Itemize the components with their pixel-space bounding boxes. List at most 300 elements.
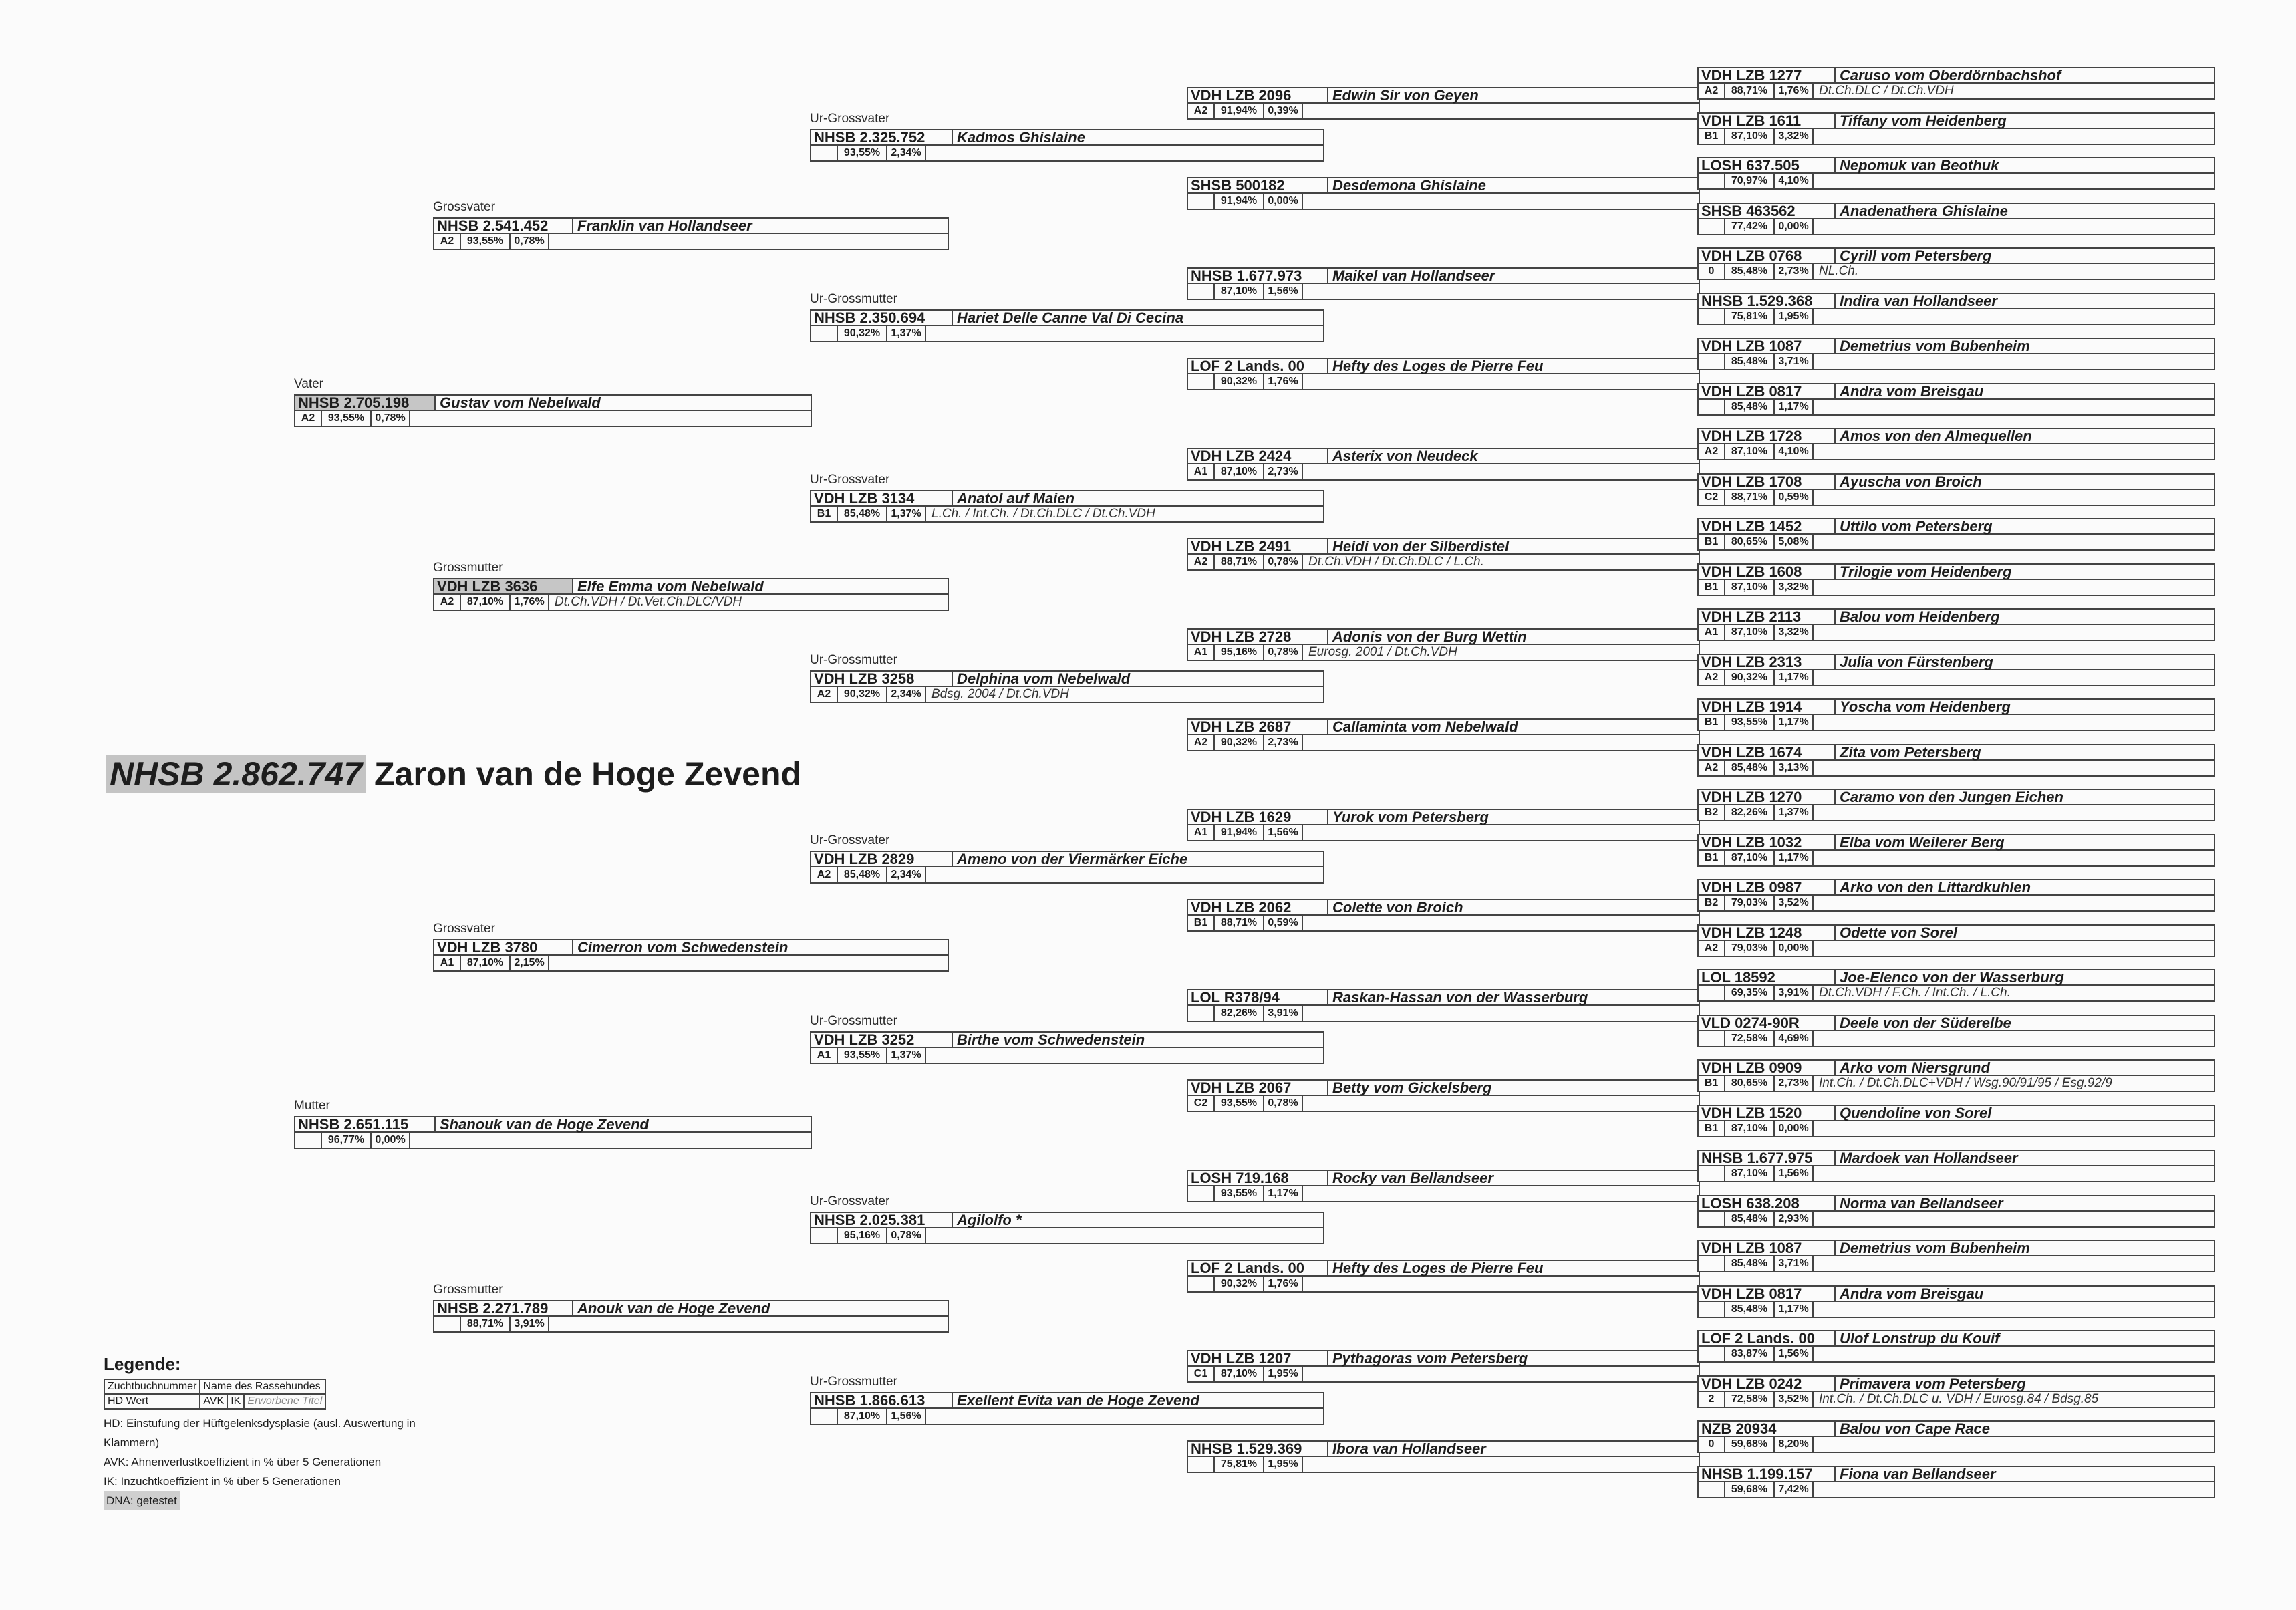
dog-registration: NHSB 2.271.789: [434, 1301, 573, 1315]
ik-value: 3,13%: [1775, 761, 1814, 775]
dog-titles: [1303, 1277, 1314, 1291]
hd-value: B1: [1699, 1121, 1725, 1136]
dog-titles: [549, 1317, 560, 1331]
ancestor-role-label: Mutter: [294, 1099, 330, 1113]
dog-name: Delphina vom Nebelwald: [957, 670, 1131, 687]
hd-value: [1699, 309, 1725, 324]
dog-name: Andra vom Breisgau: [1840, 1285, 1984, 1302]
dog-name: Anouk van de Hoge Zevend: [577, 1300, 770, 1317]
pedigree-entry: [1187, 1260, 1700, 1295]
pedigree-entry: [1697, 1330, 2215, 1365]
pedigree-entry: [1697, 879, 2215, 914]
hd-value: [1188, 374, 1215, 389]
dog-titles: [1814, 1437, 1824, 1452]
pedigree-entry: [433, 561, 949, 613]
dog-registration: VDH LZB 3636: [434, 579, 573, 593]
avk-value: 59,68%: [1725, 1482, 1775, 1497]
legend-cell-avk: AVK: [200, 1394, 227, 1409]
hd-value: [811, 1228, 838, 1243]
hd-value: A2: [1699, 941, 1725, 956]
dog-titles: [926, 1228, 937, 1243]
ik-value: 1,37%: [887, 1048, 926, 1063]
pedigree-entry: [1697, 203, 2215, 237]
avk-value: 69,35%: [1725, 986, 1775, 1000]
avk-value: 85,48%: [1725, 354, 1775, 369]
ik-value: 1,17%: [1264, 1186, 1303, 1201]
dog-registration: LOL R378/94: [1188, 990, 1328, 1004]
dog-name: Norma van Bellandseer: [1840, 1195, 2003, 1212]
avk-value: 93,55%: [1215, 1096, 1264, 1111]
dog-titles: [926, 146, 937, 160]
hd-value: A1: [1188, 464, 1215, 479]
ancestor-role-label: Ur-Grossmutter: [810, 1014, 897, 1028]
dog-registration: VDH LZB 1674: [1699, 745, 1836, 759]
dog-registration: VDH LZB 1708: [1699, 475, 1836, 489]
dog-registration: LOF 2 Lands. 00: [1188, 359, 1328, 373]
ik-value: 3,91%: [511, 1317, 549, 1331]
ik-value: 1,17%: [1775, 715, 1814, 730]
dog-titles: [1814, 625, 1824, 640]
pedigree-entry: [1187, 1440, 1700, 1475]
avk-value: 83,87%: [1725, 1347, 1775, 1361]
dog-name: Uttilo vom Petersberg: [1840, 518, 1993, 535]
pedigree-entry: [1697, 969, 2215, 1004]
avk-value: 79,03%: [1725, 941, 1775, 956]
ik-value: 1,17%: [1775, 851, 1814, 865]
pedigree-entry: [1187, 538, 1700, 573]
avk-value: 80,65%: [1725, 535, 1775, 549]
hd-value: A2: [811, 867, 838, 882]
dog-registration: VDH LZB 1207: [1188, 1351, 1328, 1365]
dog-registration: NZB 20934: [1699, 1422, 1836, 1436]
dog-name: Yurok vom Petersberg: [1332, 809, 1489, 825]
hd-value: A1: [1699, 625, 1725, 640]
dog-registration: LOF 2 Lands. 00: [1699, 1331, 1836, 1345]
avk-value: 75,81%: [1215, 1457, 1264, 1472]
avk-value: 87,10%: [1725, 851, 1775, 865]
legend-avk-text: AVK: Ahnenverlustkoeffizient in % über 5 Generationen: [104, 1456, 382, 1468]
dog-titles: [1303, 1186, 1314, 1201]
ik-value: 0,78%: [511, 234, 549, 249]
pedigree-entry: [1697, 1466, 2215, 1500]
avk-value: 90,32%: [1215, 735, 1264, 750]
dog-titles: [1303, 916, 1314, 930]
avk-value: 93,55%: [461, 234, 511, 249]
ik-value: 3,71%: [1775, 354, 1814, 369]
hd-value: A2: [1188, 555, 1215, 569]
avk-value: 87,10%: [461, 595, 511, 610]
dog-name: Deele von der Süderelbe: [1840, 1015, 2011, 1031]
avk-value: 87,10%: [1725, 625, 1775, 640]
ik-value: 2,93%: [1775, 1212, 1814, 1226]
pedigree-entry: [433, 922, 949, 974]
pedigree-entry: [1187, 1170, 1700, 1204]
avk-value: 88,71%: [1725, 84, 1775, 98]
ancestor-role-label: Ur-Grossvater: [810, 833, 890, 847]
hd-value: 0: [1699, 264, 1725, 279]
avk-value: 72,58%: [1725, 1392, 1775, 1407]
dog-name: Amos von den Almequellen: [1840, 428, 2032, 444]
ik-value: 0,00%: [1775, 941, 1814, 956]
pedigree-entry: [1187, 1079, 1700, 1114]
hd-value: A1: [434, 956, 461, 970]
ik-value: 0,59%: [1775, 490, 1814, 505]
pedigree-entry: [810, 653, 1324, 705]
dog-registration: VDH LZB 2728: [1188, 630, 1328, 644]
avk-value: 87,10%: [461, 956, 511, 970]
ik-value: 2,34%: [887, 146, 926, 160]
hd-value: [1188, 1186, 1215, 1201]
hd-value: [1699, 1256, 1725, 1271]
hd-value: [1699, 986, 1725, 1000]
ik-value: 1,56%: [1264, 284, 1303, 299]
dog-titles: [410, 411, 421, 426]
dog-titles: [1303, 1006, 1314, 1021]
hd-value: A2: [811, 687, 838, 702]
dog-name: Shanouk van de Hoge Zevend: [440, 1116, 649, 1133]
dog-registration: VDH LZB 2829: [811, 852, 953, 866]
pedigree-entry: [433, 200, 949, 252]
dog-registration: VDH LZB 1611: [1699, 114, 1836, 128]
dog-titles: [1303, 735, 1314, 750]
pedigree-entry: [1697, 1059, 2215, 1094]
dog-registration: VDH LZB 1087: [1699, 1241, 1836, 1255]
hd-value: [1699, 1302, 1725, 1317]
hd-value: B1: [1699, 715, 1725, 730]
dog-registration: NHSB 1.866.613: [811, 1393, 953, 1407]
dog-registration: LOL 18592: [1699, 970, 1836, 984]
main-dog-registration: NHSB 2.862.747: [106, 755, 366, 793]
dog-name: Mardoek van Hollandseer: [1840, 1150, 2018, 1166]
dog-name: Rocky van Bellandseer: [1332, 1170, 1493, 1186]
dog-titles: [1814, 174, 1824, 188]
dog-registration: LOF 2 Lands. 00: [1188, 1261, 1328, 1275]
pedigree-entry: [1697, 563, 2215, 598]
hd-value: A2: [295, 411, 322, 426]
dog-titles: L.Ch. / Int.Ch. / Dt.Ch.DLC / Dt.Ch.VDH: [931, 507, 1155, 521]
dog-registration: NHSB 1.529.368: [1699, 294, 1836, 308]
avk-value: 93,55%: [838, 1048, 887, 1063]
dog-registration: VDH LZB 3134: [811, 491, 953, 505]
hd-value: [811, 1409, 838, 1424]
pedigree-entry: [1187, 809, 1700, 843]
dog-registration: VDH LZB 1520: [1699, 1106, 1836, 1120]
pedigree-entry: [1697, 654, 2215, 688]
pedigree-entry: [1187, 1350, 1700, 1385]
dog-titles: [1814, 1482, 1824, 1497]
hd-value: B2: [1699, 896, 1725, 910]
avk-value: 88,71%: [461, 1317, 511, 1331]
pedigree-entry: [1187, 628, 1700, 663]
ik-value: 3,91%: [1264, 1006, 1303, 1021]
dog-registration: NHSB 2.025.381: [811, 1213, 953, 1227]
avk-value: 85,48%: [1725, 264, 1775, 279]
pedigree-entry: [1697, 789, 2215, 823]
dog-name: Balou von Cape Race: [1840, 1420, 1990, 1437]
hd-value: B1: [1699, 1076, 1725, 1091]
pedigree-entry: [1697, 383, 2215, 418]
legend-dna-text: DNA: getestet: [104, 1491, 180, 1510]
dog-titles: [1814, 941, 1824, 956]
hd-value: [1699, 1482, 1725, 1497]
dog-name: Adonis von der Burg Wettin: [1332, 628, 1527, 645]
dog-registration: VDH LZB 0817: [1699, 1287, 1836, 1301]
hd-value: [1188, 1006, 1215, 1021]
pedigree-entry: [1697, 67, 2215, 102]
dog-registration: VDH LZB 2113: [1699, 610, 1836, 624]
legend-hd-text: HD: Einstufung der Hüftgelenksdysplasie (ausl. Auswertung in Klammern): [104, 1417, 416, 1449]
avk-value: 85,48%: [1725, 400, 1775, 414]
hd-value: [1188, 1457, 1215, 1472]
hd-value: 0: [1699, 1437, 1725, 1452]
dog-registration: VDH LZB 0909: [1699, 1061, 1836, 1075]
ancestor-role-label: Grossmutter: [433, 561, 503, 575]
ik-value: 2,73%: [1264, 464, 1303, 479]
pedigree-entry: [810, 1194, 1324, 1246]
dog-titles: [1814, 580, 1824, 595]
dog-registration: VDH LZB 0987: [1699, 880, 1836, 894]
ik-value: 0,78%: [887, 1228, 926, 1243]
ik-value: 0,78%: [1264, 555, 1303, 569]
dog-titles: [1814, 1031, 1824, 1046]
dog-titles: [1303, 1367, 1314, 1381]
dog-titles: Int.Ch. / Dt.Ch.DLC+VDH / Wsg.90/91/95 / Esg.92/9: [1819, 1076, 2112, 1090]
dog-registration: VDH LZB 1032: [1699, 835, 1836, 849]
avk-value: 93,55%: [838, 146, 887, 160]
dog-name: Indira van Hollandseer: [1840, 293, 1997, 309]
avk-value: 87,10%: [1725, 129, 1775, 144]
main-dog-header: [106, 754, 801, 794]
hd-value: [1699, 1212, 1725, 1226]
ik-value: 1,56%: [1775, 1166, 1814, 1181]
ik-value: 0,00%: [1775, 219, 1814, 234]
avk-value: 85,48%: [1725, 1302, 1775, 1317]
pedigree-entry: [810, 473, 1324, 525]
ancestor-role-label: Vater: [294, 377, 324, 391]
hd-value: [1699, 400, 1725, 414]
dog-name: Primavera vom Petersberg: [1840, 1375, 2026, 1392]
dog-name: Demetrius vom Bubenheim: [1840, 1240, 2030, 1256]
legend-heading: Legende:: [104, 1354, 181, 1374]
ik-value: 1,95%: [1264, 1367, 1303, 1381]
pedigree-entry: [1187, 267, 1700, 302]
ancestor-role-label: Ur-Grossvater: [810, 112, 890, 126]
avk-value: 87,10%: [838, 1409, 887, 1424]
dog-titles: [1303, 1096, 1314, 1111]
dog-titles: [1814, 896, 1824, 910]
avk-value: 90,32%: [1725, 670, 1775, 685]
dog-name: Anadenathera Ghislaine: [1840, 203, 2008, 219]
dog-registration: VDH LZB 1452: [1699, 519, 1836, 533]
pedigree-entry: [1697, 1015, 2215, 1049]
ik-value: 2,34%: [887, 867, 926, 882]
avk-value: 96,77%: [322, 1133, 372, 1148]
hd-value: [1188, 284, 1215, 299]
dog-registration: VDH LZB 1087: [1699, 339, 1836, 353]
legend-cell-titles: Erworbene Titel: [244, 1394, 325, 1409]
dog-titles: [1814, 1121, 1824, 1136]
dog-registration: VLD 0274-90R: [1699, 1016, 1836, 1030]
dog-registration: VDH LZB 2424: [1188, 449, 1328, 463]
hd-value: [811, 146, 838, 160]
ik-value: 4,10%: [1775, 444, 1814, 459]
hd-value: B2: [1699, 805, 1725, 820]
dog-name: Pythagoras vom Petersberg: [1332, 1350, 1528, 1367]
ik-value: 0,78%: [1264, 1096, 1303, 1111]
dog-name: Yoscha vom Heidenberg: [1840, 698, 2011, 715]
dog-titles: [1814, 129, 1824, 144]
avk-value: 72,58%: [1725, 1031, 1775, 1046]
dog-name: Quendoline von Sorel: [1840, 1105, 1992, 1121]
dog-titles: [926, 1409, 937, 1424]
avk-value: 87,10%: [1725, 444, 1775, 459]
dog-titles: Dt.Ch.DLC / Dt.Ch.VDH: [1819, 84, 1954, 98]
dog-name: Joe-Elenco von der Wasserburg: [1840, 969, 2064, 986]
dog-titles: [1814, 1256, 1824, 1271]
pedigree-entry: [810, 1375, 1324, 1427]
avk-value: 88,71%: [1215, 916, 1264, 930]
pedigree-entry: [1187, 87, 1700, 122]
dog-registration: NHSB 2.705.198: [295, 396, 436, 410]
hd-value: [811, 326, 838, 341]
avk-value: 91,94%: [1215, 194, 1264, 209]
pedigree-entry: [1697, 1195, 2215, 1230]
hd-value: B1: [1699, 580, 1725, 595]
dog-name: Odette von Sorel: [1840, 924, 1958, 941]
dog-registration: VDH LZB 2687: [1188, 720, 1328, 734]
dog-name: Franklin van Hollandseer: [577, 217, 752, 234]
avk-value: 93,55%: [1215, 1186, 1264, 1201]
dog-registration: VDH LZB 1277: [1699, 68, 1836, 82]
dog-name: Cyrill vom Petersberg: [1840, 247, 1992, 264]
dog-titles: Dt.Ch.VDH / Dt.Vet.Ch.DLC/VDH: [555, 595, 742, 609]
avk-value: 80,65%: [1725, 1076, 1775, 1091]
dog-titles: [1814, 400, 1824, 414]
ik-value: 1,17%: [1775, 400, 1814, 414]
hd-value: B1: [1699, 851, 1725, 865]
ik-value: 2,15%: [511, 956, 549, 970]
ik-value: 0,78%: [372, 411, 410, 426]
avk-value: 87,10%: [1215, 284, 1264, 299]
dog-titles: [1303, 464, 1314, 479]
dog-titles: [1814, 715, 1824, 730]
pedigree-entry: [1697, 698, 2215, 733]
pedigree-entry: [1697, 744, 2215, 779]
avk-value: 91,94%: [1215, 825, 1264, 840]
ik-value: 1,37%: [887, 326, 926, 341]
main-dog-name: Zaron van de Hoge Zevend: [374, 755, 802, 793]
dog-registration: SHSB 500182: [1188, 178, 1328, 192]
dog-name: Maikel van Hollandseer: [1332, 267, 1495, 284]
ik-value: 8,20%: [1775, 1437, 1814, 1452]
dog-name: Raskan-Hassan von der Wasserburg: [1332, 989, 1588, 1006]
dog-titles: [1814, 1347, 1824, 1361]
hd-value: A1: [811, 1048, 838, 1063]
ik-value: 0,00%: [1775, 1121, 1814, 1136]
ik-value: 0,39%: [1264, 104, 1303, 118]
pedigree-entry: [294, 1099, 812, 1151]
dog-registration: VDH LZB 1629: [1188, 810, 1328, 824]
pedigree-entry: [1187, 177, 1700, 212]
ik-value: 3,71%: [1775, 1256, 1814, 1271]
ancestor-role-label: Ur-Grossmutter: [810, 653, 897, 667]
dog-name: Elba vom Weilerer Berg: [1840, 834, 2005, 851]
dog-registration: NHSB 1.677.975: [1699, 1151, 1836, 1165]
dog-name: Callaminta vom Nebelwald: [1332, 718, 1518, 735]
pedigree-entry: [1697, 1285, 2215, 1320]
ancestor-role-label: Ur-Grossvater: [810, 473, 890, 487]
hd-value: A2: [1188, 104, 1215, 118]
ik-value: 1,76%: [1775, 84, 1814, 98]
legend-ik-text: IK: Inzuchtkoeffizient in % über 5 Generationen: [104, 1475, 341, 1488]
avk-value: 88,71%: [1725, 490, 1775, 505]
ik-value: 3,52%: [1775, 896, 1814, 910]
dog-registration: NHSB 2.651.115: [295, 1117, 436, 1131]
hd-value: A1: [1188, 645, 1215, 660]
pedigree-entry: [1697, 924, 2215, 959]
ik-value: 3,32%: [1775, 580, 1814, 595]
dog-name: Gustav vom Nebelwald: [440, 394, 601, 411]
avk-value: 85,48%: [1725, 761, 1775, 775]
hd-value: A2: [1699, 444, 1725, 459]
legend-cell-hd: HD Wert: [104, 1394, 200, 1409]
pedigree-entry: [1697, 1105, 2215, 1139]
dog-registration: VDH LZB 2067: [1188, 1081, 1328, 1095]
hd-value: B1: [1188, 916, 1215, 930]
legend-cell-ik: IK: [227, 1394, 244, 1409]
ancestor-role-label: Ur-Grossmutter: [810, 1375, 897, 1389]
hd-value: B1: [811, 507, 838, 521]
dog-titles: [1303, 104, 1314, 118]
ik-value: 3,91%: [1775, 986, 1814, 1000]
dog-registration: NHSB 2.325.752: [811, 130, 953, 144]
dog-name: Cimerron vom Schwedenstein: [577, 939, 788, 956]
ik-value: 4,10%: [1775, 174, 1814, 188]
ik-value: 1,56%: [1775, 1347, 1814, 1361]
dog-name: Ulof Lonstrup du Kouif: [1840, 1330, 2000, 1347]
dog-registration: VDH LZB 1608: [1699, 565, 1836, 579]
dog-name: Caramo von den Jungen Eichen: [1840, 789, 2063, 805]
dog-name: Fiona van Bellandseer: [1840, 1466, 1996, 1482]
ik-value: 1,37%: [1775, 805, 1814, 820]
ik-value: 0,00%: [1264, 194, 1303, 209]
dog-name: Birthe vom Schwedenstein: [957, 1031, 1145, 1048]
dog-registration: NHSB 2.350.694: [811, 311, 953, 325]
avk-value: 79,03%: [1725, 896, 1775, 910]
dog-titles: [1814, 219, 1824, 234]
dog-name: Balou vom Heidenberg: [1840, 608, 2000, 625]
dog-name: Anatol auf Maien: [957, 490, 1075, 507]
ik-value: 3,52%: [1775, 1392, 1814, 1407]
hd-value: C1: [1188, 1367, 1215, 1381]
dog-name: Kadmos Ghislaine: [957, 129, 1085, 146]
dog-name: Colette von Broich: [1332, 899, 1463, 916]
dog-titles: Eurosg. 2001 / Dt.Ch.VDH: [1308, 645, 1457, 659]
ik-value: 0,59%: [1264, 916, 1303, 930]
pedigree-entry: [1187, 989, 1700, 1024]
avk-value: 85,48%: [1725, 1256, 1775, 1271]
dog-name: Trilogie vom Heidenberg: [1840, 563, 2012, 580]
avk-value: 75,81%: [1725, 309, 1775, 324]
dog-name: Demetrius vom Bubenheim: [1840, 338, 2030, 354]
dog-titles: [1814, 1212, 1824, 1226]
dog-name: Nepomuk van Beothuk: [1840, 157, 1999, 174]
avk-value: 77,42%: [1725, 219, 1775, 234]
avk-value: 90,32%: [838, 687, 887, 702]
dog-titles: [1814, 535, 1824, 549]
dog-titles: [1814, 354, 1824, 369]
dog-name: Zita vom Petersberg: [1840, 744, 1981, 761]
